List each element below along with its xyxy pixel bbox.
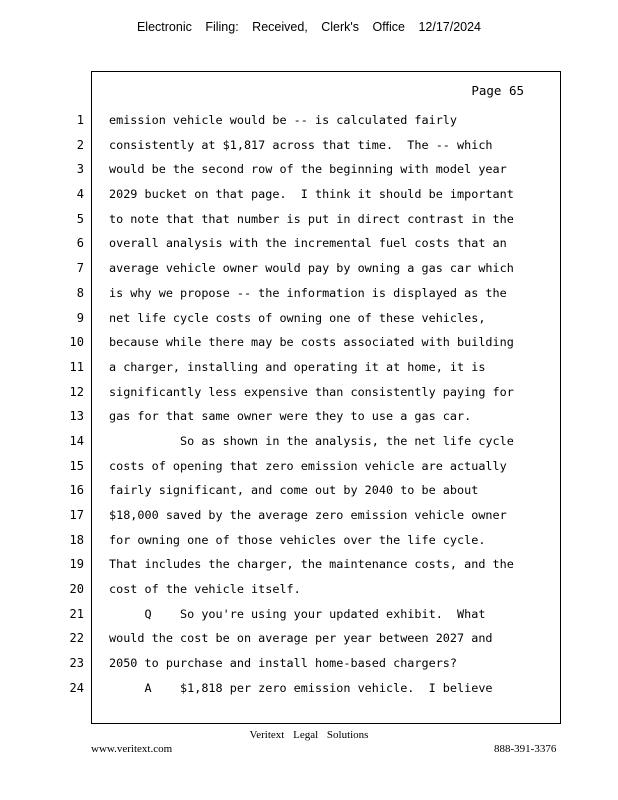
footer-company-word: Veritext <box>249 729 285 741</box>
line-number: 8 <box>76 285 84 300</box>
line-number: 18 <box>69 532 84 547</box>
footer-company-word: Solutions <box>326 729 369 741</box>
line-number-column <box>64 108 84 701</box>
transcript-line: That includes the charger, the maintenance costs, and the <box>109 557 514 572</box>
header-received: Received, <box>252 20 308 34</box>
header-electronic: Electronic <box>136 20 192 34</box>
line-number: 3 <box>76 162 84 177</box>
transcript-line: would the cost be on average per year between 2027 and <box>109 631 493 646</box>
transcript-line: So as shown in the analysis, the net life cycle <box>109 433 514 448</box>
line-number: 5 <box>76 211 84 226</box>
transcript-line: net life cycle costs of owning one of these vehicles, <box>109 310 486 325</box>
line-number: 4 <box>76 187 84 202</box>
footer-company <box>0 729 618 741</box>
transcript-line: is why we propose -- the information is displayed as the <box>109 285 507 300</box>
transcript-text <box>109 108 549 701</box>
header-date: 12/17/2024 <box>418 20 482 34</box>
line-number: 16 <box>69 483 84 498</box>
transcript-line: to note that that number is put in direct contrast in the <box>109 211 514 226</box>
line-number: 13 <box>69 409 84 424</box>
transcript-line: gas for that same owner were they to use a gas car. <box>109 409 472 424</box>
line-number: 17 <box>69 508 84 522</box>
transcript-line: a charger, installing and operating it at home, it is <box>109 359 486 374</box>
line-number: 6 <box>76 236 84 251</box>
page-number: Page 65 <box>471 83 524 98</box>
header-office: Office <box>372 20 405 34</box>
footer-phone: 888-391-3376 <box>494 743 557 755</box>
transcript-line: A $1,818 per zero emission vehicle. I believe <box>109 680 493 695</box>
line-number: 20 <box>69 582 84 597</box>
line-number: 1 <box>76 113 84 127</box>
line-number: 24 <box>69 680 84 695</box>
line-number: 15 <box>69 458 84 473</box>
transcript-line: overall analysis with the incremental fuel costs that an <box>109 236 507 251</box>
transcript-line: 2029 bucket on that page. I think it should be important <box>109 187 514 202</box>
transcript-line: $18,000 saved by the average zero emission vehicle owner <box>109 508 507 522</box>
header-filing: Filing: <box>205 20 239 34</box>
footer-website: www.veritext.com <box>91 743 173 755</box>
transcript-line: significantly less expensive than consistently paying for <box>109 384 514 399</box>
transcript-line: consistently at $1,817 across that time. The -- which <box>109 137 493 152</box>
transcript-line: costs of opening that zero emission vehicle are actually <box>109 458 507 473</box>
transcript-line: 2050 to purchase and install home-based chargers? <box>109 656 458 671</box>
transcript-line: because while there may be costs associated with building <box>109 335 514 350</box>
footer-company-word: Legal <box>293 729 319 741</box>
transcript-line: fairly significant, and come out by 2040 to be about <box>109 483 479 498</box>
transcript-line: Q So you're using your updated exhibit. What <box>109 606 486 621</box>
line-number: 23 <box>69 656 84 671</box>
header-clerks: Clerk's <box>321 20 360 34</box>
line-number: 2 <box>76 137 84 152</box>
line-number: 7 <box>76 261 84 276</box>
line-number: 22 <box>69 631 84 646</box>
transcript-line: cost of the vehicle itself. <box>109 582 301 597</box>
line-number: 10 <box>69 335 84 350</box>
line-number: 9 <box>76 310 84 325</box>
line-number: 11 <box>69 359 84 374</box>
transcript-line: would be the second row of the beginning with model year <box>109 162 507 177</box>
transcript-line: average vehicle owner would pay by owning a gas car which <box>109 261 514 276</box>
line-number: 21 <box>69 606 84 621</box>
transcript-line: for owning one of those vehicles over the life cycle. <box>109 532 486 547</box>
line-number: 12 <box>69 384 84 399</box>
line-number: 14 <box>69 433 84 448</box>
transcript-line: emission vehicle would be -- is calculated fairly <box>109 113 458 127</box>
filing-stamp-header <box>0 20 618 34</box>
line-number: 19 <box>69 557 84 572</box>
